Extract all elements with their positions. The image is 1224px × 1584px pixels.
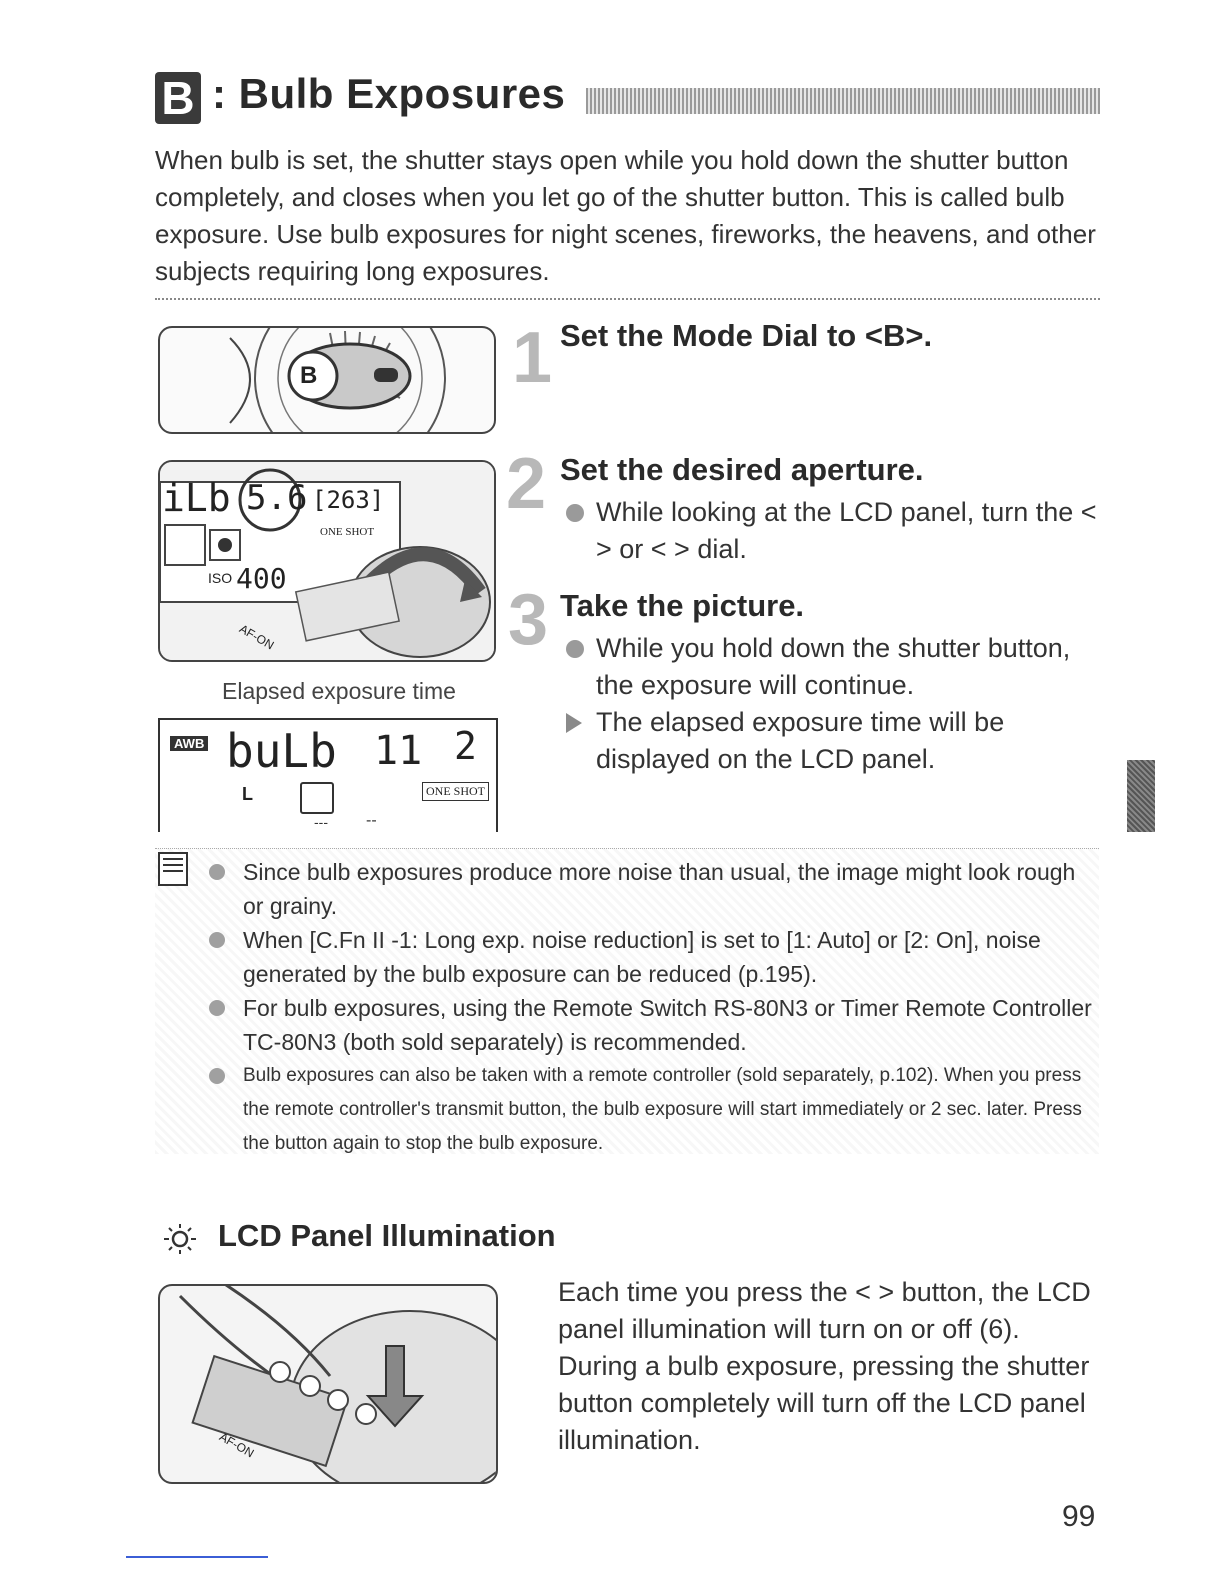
note-text: Bulb exposures can also be taken with a remote controller (sold separately, p.102). When you press the remote controller's transmit button, the bulb exposure will start immediately or 2 sec. later. Press the button again to stop the bulb exposure. (243, 1065, 1082, 1154)
bullet-dot (209, 1000, 225, 1016)
note-text: Since bulb exposures produce more noise than usual, the image might look rough or grainy. (243, 859, 1076, 919)
step-3-number: 3 (508, 580, 549, 660)
note-item (205, 1059, 1095, 1161)
intro-paragraph: When bulb is set, the shutter stays open while you hold down the shutter button completely, and closes when you let go of the shutter button. This is called bulb exposure. Use bulb exposures for night scenes, fireworks, the heavens, and other subjects requiring long exposures. (155, 145, 1096, 286)
mode-dial-drawing (160, 328, 494, 432)
note-item (205, 855, 1095, 923)
lcd-illumination-body: Each time you press the < > button, the LCD panel illumination will turn on or off (6). During a bulb exposure, pressing the shutter button completely will turn off the LCD panel illumination. (558, 1277, 1091, 1455)
elapsed-time-caption: Elapsed exposure time (222, 678, 456, 704)
step-2-bullet (566, 494, 1106, 568)
bullet-dot (209, 932, 225, 948)
mode-dial-illustration (158, 326, 496, 434)
lcd1-shots: [263] (312, 486, 385, 514)
lcd-illumination-drawing (160, 1286, 496, 1482)
section-title-lcd-illumination: LCD Panel Illumination (218, 1218, 556, 1253)
result-arrow-icon (566, 713, 582, 733)
step-3-result-text: The elapsed exposure time will be displayed on the LCD panel. (596, 707, 1005, 774)
lcd1-aperture: 5.6 (246, 478, 308, 518)
lcd2-bulb-text: buLb (226, 724, 337, 778)
dial-b-label: B (300, 362, 318, 389)
lcd1-mode-text: iLb (162, 476, 231, 520)
bullet-dot (566, 640, 584, 658)
step-3-heading: Take the picture. (560, 588, 805, 623)
lcd-illumination-illustration (158, 1284, 498, 1484)
note-text: When [C.Fn II -1: Long exp. noise reduction] is set to [1: Auto] or [2: On], noise generated by the bulb exposure can be reduced (p.195). (243, 927, 1041, 987)
bullet-dot (209, 1068, 225, 1084)
lcd2-af-mode: ONE SHOT (422, 782, 489, 801)
page-number: 99 (1062, 1500, 1096, 1533)
lcd2-quality: L (242, 784, 253, 804)
note-item (205, 991, 1095, 1059)
title-decoration-bar (586, 88, 1100, 114)
lcd-panel-illustration (158, 460, 496, 662)
lcd2-elapsed-time: 11 (374, 728, 423, 774)
bullet-dot (566, 504, 584, 522)
section-divider (155, 298, 1100, 300)
lcd1-iso-label: ISO (208, 570, 233, 586)
bullet-dot (209, 864, 225, 880)
step-2-number: 2 (506, 444, 547, 524)
step-2-heading: Set the desired aperture. (560, 452, 924, 487)
bulb-mode-icon: B (155, 72, 201, 124)
lcd-illumination-icon (160, 1222, 200, 1264)
step-1-heading: Set the Mode Dial to <B>. (560, 318, 933, 353)
bulb-lcd-illustration (158, 718, 498, 832)
note-item (205, 923, 1095, 991)
chapter-tab-marker (1127, 760, 1155, 832)
lcd1-af-mode: ONE SHOT (320, 526, 375, 538)
lcd2-shots: 2 (454, 724, 477, 768)
lcd2-awb-badge: AWB (170, 736, 208, 751)
note-text: For bulb exposures, using the Remote Switch RS-80N3 or Timer Remote Controller TC-80N3 (both sold separately) is recommended. (243, 995, 1092, 1055)
page-title: : Bulb Exposures (212, 70, 566, 117)
lcd2-dash-1: --- (314, 814, 328, 830)
af-on-label: AF-ON (217, 1429, 257, 1461)
footer-link-line (126, 1556, 268, 1558)
lcd1-af-on-label: AF-ON (237, 621, 277, 653)
step-2-bullet-text: While looking at the LCD panel, turn the < > or < > dial. (596, 497, 1097, 564)
note-memo-icon (158, 852, 188, 886)
lcd2-dash-2: -- (366, 812, 377, 829)
lcd2-metering-icon (300, 782, 334, 814)
step-3-bullets (566, 630, 1096, 778)
step-1-number: 1 (512, 318, 553, 398)
step-3-bullet-text: While you hold down the shutter button, the exposure will continue. (596, 633, 1071, 700)
notes-list (205, 855, 1095, 1161)
lcd1-iso-value: 400 (236, 562, 287, 595)
